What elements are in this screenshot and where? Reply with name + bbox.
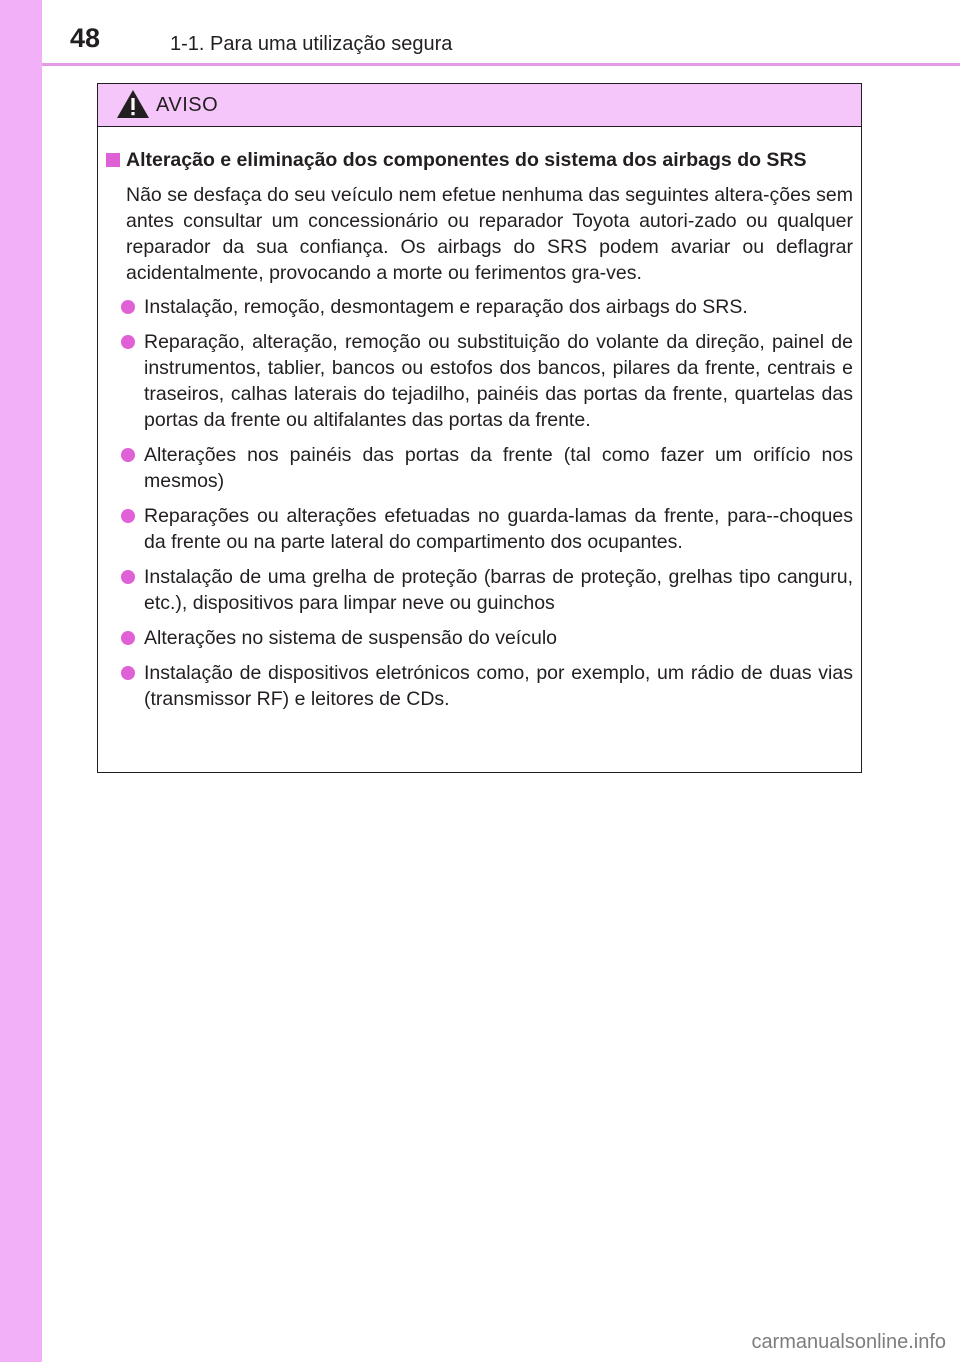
list-item-text: Alterações no sistema de suspensão do veículo (144, 627, 557, 649)
round-bullet-icon (121, 335, 135, 349)
round-bullet-icon (121, 666, 135, 680)
list-item-text: Instalação de uma grelha de proteção (barras de proteção, grelhas tipo canguru, etc.), dispositivos para limpar neve ou guinchos (144, 566, 853, 614)
list-item-text: Instalação de dispositivos eletrónicos como, por exemplo, um rádio de duas vias (transmissor RF) e leitores de CDs. (144, 662, 853, 710)
round-bullet-icon (121, 448, 135, 462)
list-item-text: Reparações ou alterações efetuadas no guarda-lamas da frente, para--choques da frente ou na parte lateral do compartimento dos ocupantes. (144, 505, 853, 553)
round-bullet-icon (121, 631, 135, 645)
topic-heading-text: Alteração e eliminação dos componentes do sistema dos airbags do SRS (126, 149, 807, 171)
list-item (106, 564, 853, 616)
intro-paragraph: Não se desfaça do seu veículo nem efetue nenhuma das seguintes altera-ções sem antes consultar um concessionário ou reparador Toyota autori-zado ou qualquer reparador da sua confiança. Os airbags do SRS podem avariar ou deflagrar acidentalmente, provocando a morte ou ferimentos gra-ves. (126, 184, 853, 284)
list-item-text: Instalação, remoção, desmontagem e reparação dos airbags do SRS. (144, 296, 748, 318)
warning-box (97, 83, 862, 773)
round-bullet-icon (121, 509, 135, 523)
round-bullet-icon (121, 570, 135, 584)
warning-items-list (106, 294, 853, 712)
side-color-strip (0, 0, 42, 1362)
topic-heading (106, 147, 853, 173)
page-header (42, 0, 960, 64)
header-divider (42, 63, 960, 66)
list-item (106, 660, 853, 712)
list-item (106, 442, 853, 494)
list-item (106, 503, 853, 555)
list-item (106, 294, 853, 320)
square-bullet-icon (106, 153, 120, 167)
watermark: carmanualsonline.info (751, 1331, 946, 1353)
list-item-text: Alterações nos painéis das portas da frente (tal como fazer um orifício nos mesmos) (144, 444, 853, 492)
page-number: 48 (70, 23, 101, 53)
section-title: 1-1. Para uma utilização segura (170, 33, 453, 55)
list-item-text: Reparação, alteração, remoção ou substituição do volante da direção, painel de instrumentos, tablier, bancos ou estofos dos bancos, pilares da frente, centrais e traseiros, calhas laterais do tejadilho, painéis das portas da frente, quartelas das portas da frente ou altifalantes das portas da frente. (144, 331, 853, 431)
warning-body (98, 127, 861, 712)
list-item (106, 329, 853, 433)
warning-header (98, 84, 861, 127)
warning-label: AVISO (156, 94, 219, 116)
list-item (106, 625, 853, 651)
round-bullet-icon (121, 300, 135, 314)
warning-triangle-icon (116, 89, 150, 119)
